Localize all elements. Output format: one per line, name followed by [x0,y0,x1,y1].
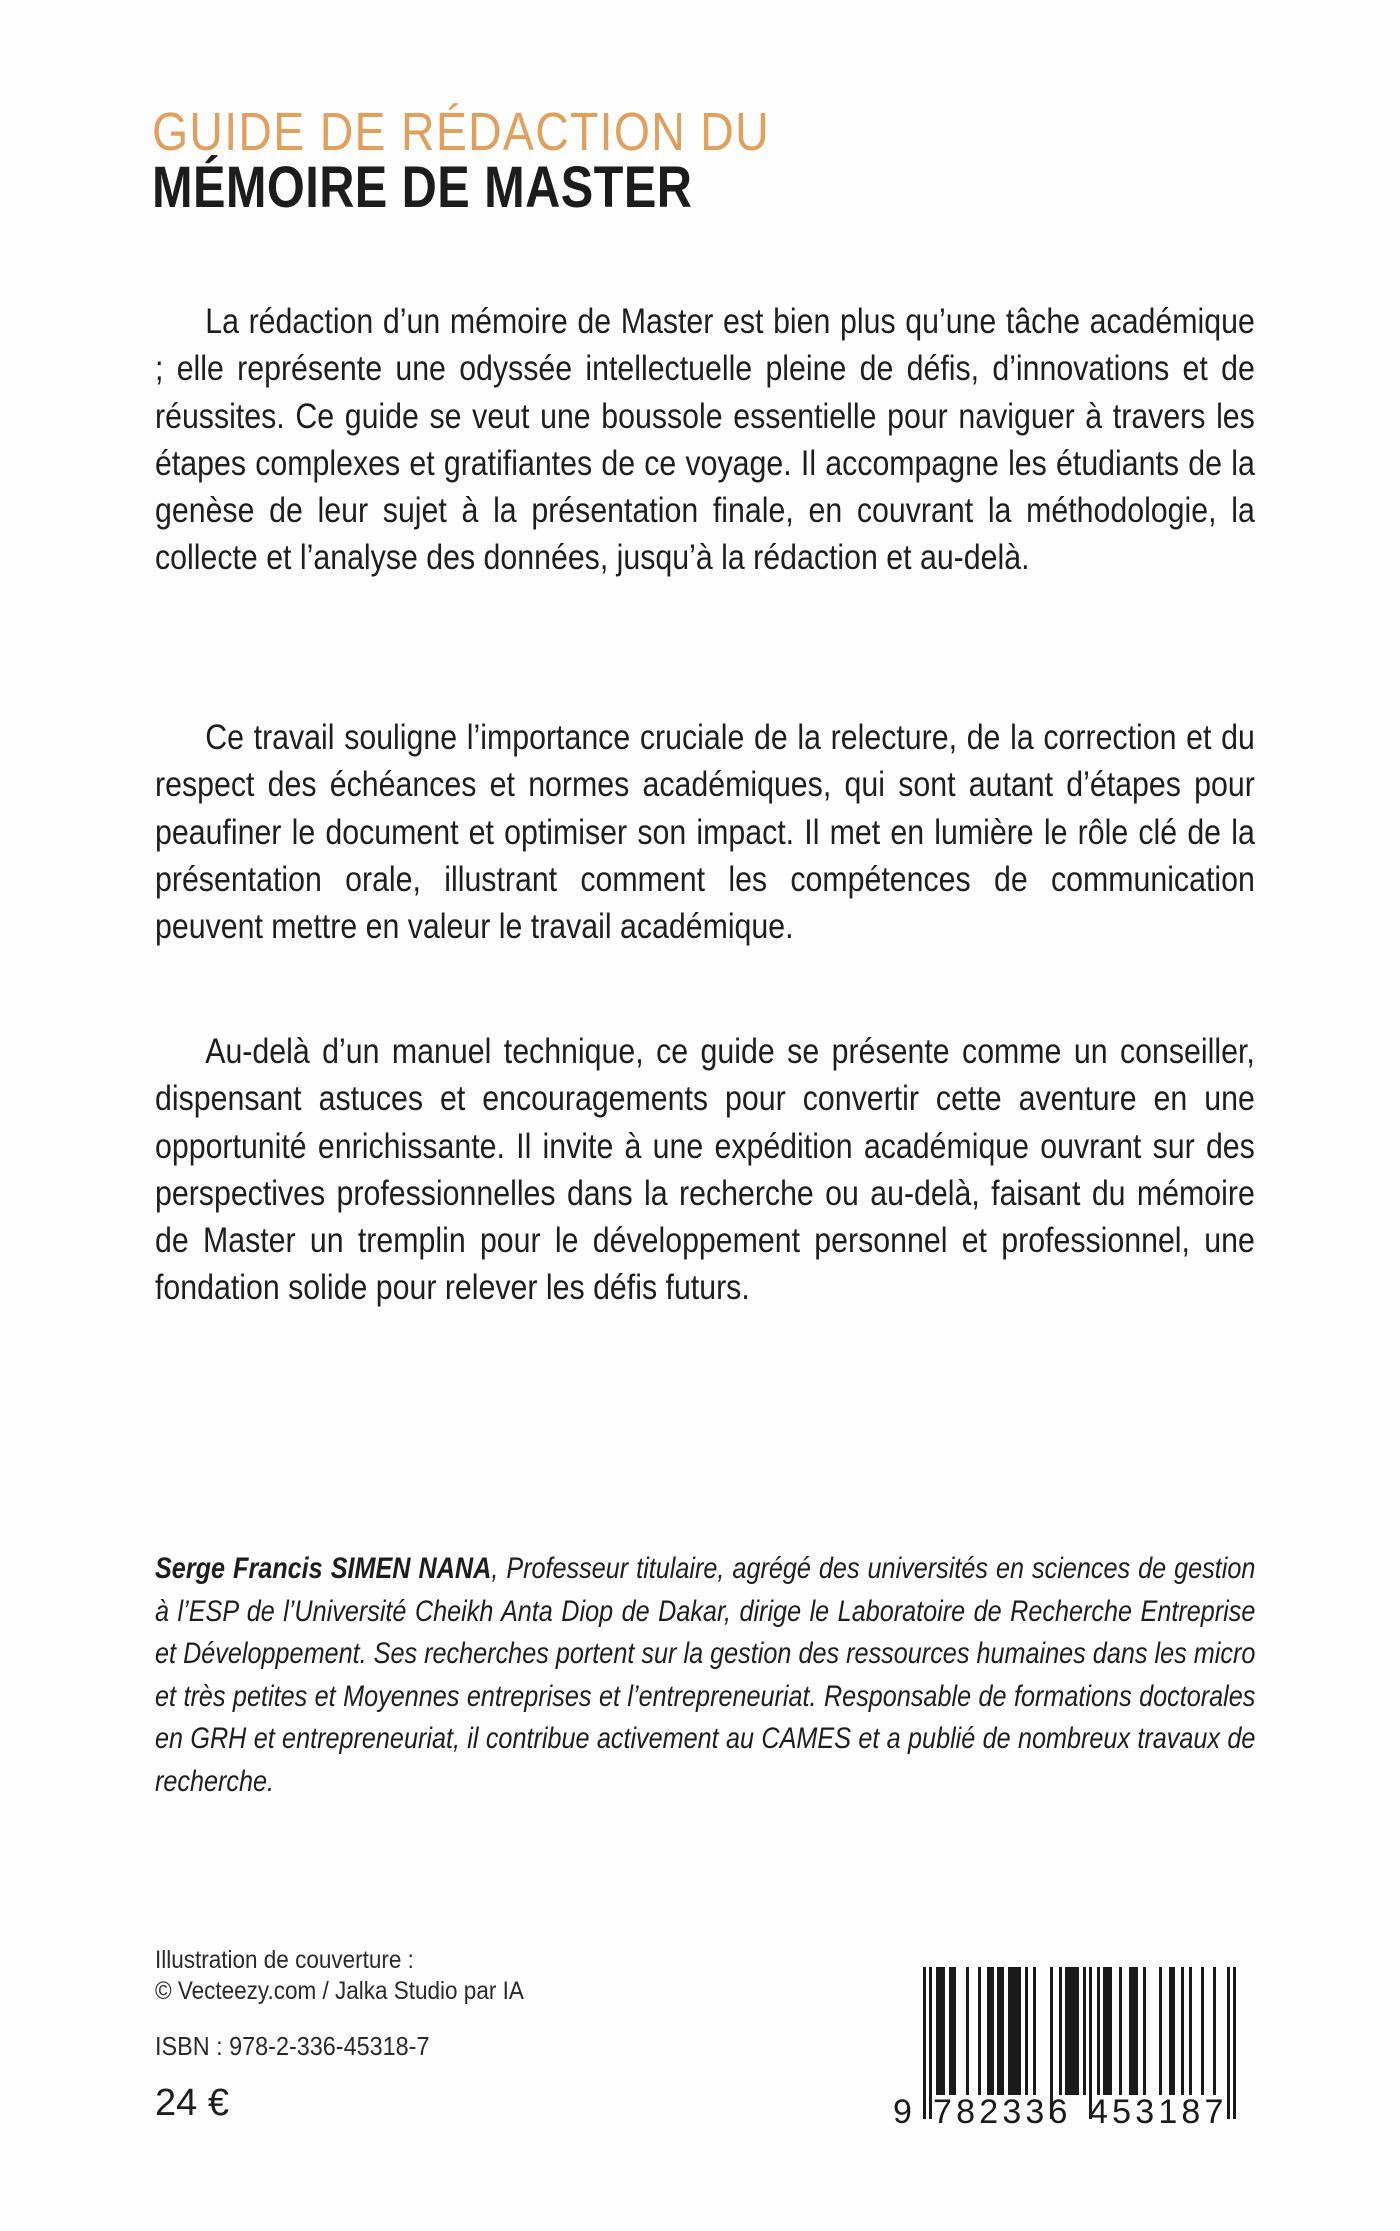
credits-line-2: © Vecteezy.com / Jalka Studio par IA [155,1977,524,2005]
barcode-first-digit: 9 [893,2093,912,2127]
title-line-2: MÉMOIRE DE MASTER [152,155,693,220]
title-line-1: GUIDE DE RÉDACTION DU [152,102,770,162]
barcode-icon [893,1967,1238,2127]
summary-paragraph-1 [155,298,1255,582]
barcode-left-group: 782336 [933,2093,1072,2127]
author-bio-text: , Professeur titulaire, agrégé des universités en sciences de gestion à l’ESP de l’Université Cheikh Anta Diop de Dakar, dirige le Laboratoire de Recherche Entreprise et Développement. Ses recherches portent sur la gestion des ressources humaines dans les micro et très petites et Moyennes entreprises et l’entrepreneuriat. Responsable de formations doctorales en GRH et entrepreneuriat, il contribue activement au CAMES et a publié de nombreux travaux de recherche. [155,1552,1256,1798]
illustration-credits [155,1945,524,2007]
isbn-barcode [893,1967,1238,2127]
barcode-right-group: 453187 [1089,2093,1228,2127]
summary-paragraph-3 [155,1028,1255,1312]
paragraph-text: La rédaction d’un mémoire de Master est bien plus qu’une tâche académique ; elle représente une odyssée intellectuelle pleine de défis, d’innovations et de réussites. Ce guide se veut une boussole essentielle pour naviguer à travers les étapes complexes et gratifiantes de ce voyage. Il accompagne les étudiants de la genèse de leur sujet à la présentation finale, en couvrant la méthodologie, la collecte et l’analyse des données, jusqu’à la rédaction et au-delà. [155,302,1255,578]
price: 24 € [155,2082,229,2124]
paragraph-text: Au-delà d’un manuel technique, ce guide se présente comme un conseiller, dispensant astuces et encouragements pour convertir cette aventure en une opportunité enrichissante. Il invite à une expédition académique ouvrant sur des perspectives professionnelles dans la recherche ou au-delà, faisant du mémoire de Master un tremplin pour le développement personnel et professionnel, une fondation solide pour relever les défis futurs. [155,1032,1255,1308]
summary-paragraph-2 [155,714,1255,950]
credits-line-1: Illustration de couverture : [155,1946,414,1974]
author-bio [155,1548,1255,1803]
author-name: Serge Francis SIMEN NANA [155,1552,492,1585]
paragraph-text: Ce travail souligne l’importance cruciale de la relecture, de la correction et du respect des échéances et normes académiques, qui sont autant d’étapes pour peaufiner le document et optimiser son impact. Il met en lumière le rôle clé de la présentation orale, illustrant comment les compétences de communication peuvent mettre en valeur le travail académique. [155,718,1255,947]
isbn: ISBN : 978-2-336-45318-7 [155,2031,430,2061]
